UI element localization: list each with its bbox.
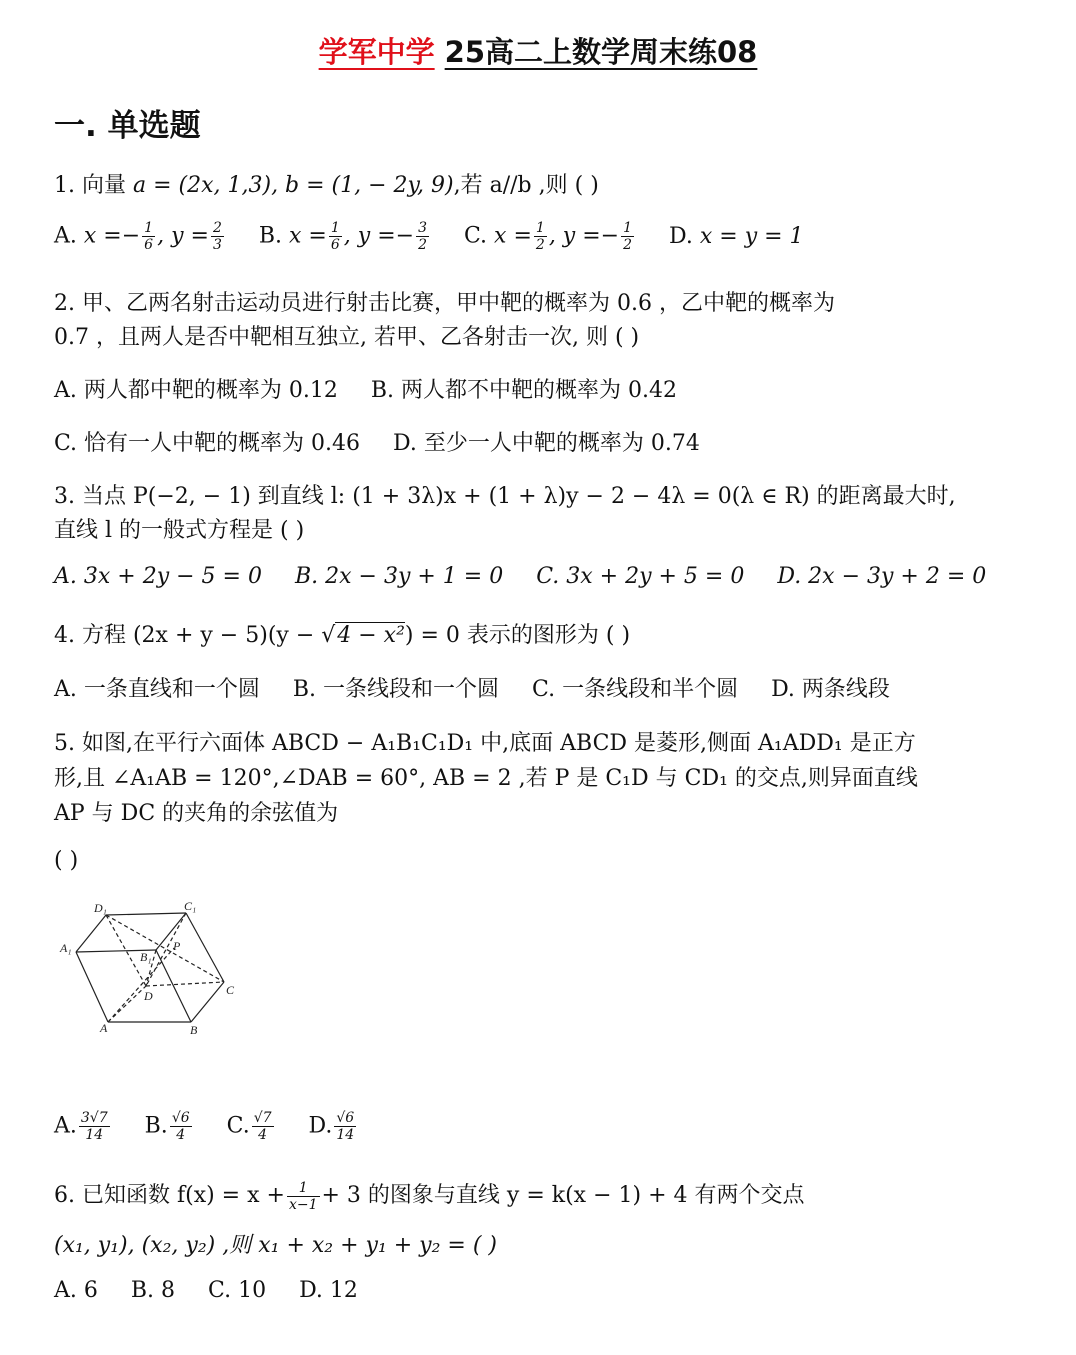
parallelepiped-figure (56, 898, 246, 1038)
q1-option-b: B. x = $\frac{1}{6}$ , y =− $\frac{3}{2}$ (258, 220, 427, 253)
label-a1: A₁ (60, 941, 72, 955)
q5-option-d: D. $\frac{√6}{14}$ (308, 1110, 355, 1143)
label-d: D (144, 989, 153, 1003)
question-4-stem: 4. 方程 (2x + y − 5)(y − √4 − x²) = 0 表示的图形为 ( ) (54, 623, 631, 648)
label-p: P (173, 939, 181, 953)
q3-option-d: D. 2x − 3y + 2 = 0 (777, 564, 987, 589)
question-2-line-1: 2. 甲、乙两名射击运动员进行射击比赛，甲中靶的概率为 0.6 ，乙中靶的概率为 (54, 291, 835, 316)
question-1-stem (54, 168, 599, 199)
label-a: A (100, 1021, 108, 1035)
school-name: 学军中学 (318, 35, 435, 69)
label-c1: C₁ (184, 899, 197, 913)
q1-prefix: 1. 向量 (54, 173, 126, 198)
q4-option-d: D. 两条线段 (771, 677, 890, 702)
q5-option-b: B. $\frac{√6}{4}$ (144, 1110, 190, 1143)
q6-option-a: A. 6 (54, 1278, 98, 1303)
question-6-options (54, 1278, 384, 1303)
question-3-options (54, 564, 1012, 589)
q2-option-a: A. 两人都中靶的概率为 0.12 (54, 378, 338, 403)
question-1-options (54, 220, 830, 253)
q2-option-d: D. 至少一人中靶的概率为 0.74 (393, 431, 700, 456)
question-3-line-1: 3. 当点 P(−2, − 1) 到直线 l: (1 + 3λ)x + (1 + λ)y − 2 − 4λ = 0(λ ∈ R) 的距离最大时, (54, 484, 956, 509)
question-2-line-2: 0.7 ，且两人是否中靶相互独立, 若甲、乙各射击一次, 则 ( ) (54, 325, 640, 350)
q1-option-a: A. x =− $\frac{1}{6}$ , y = $\frac{2}{3}$ (54, 220, 222, 253)
q6-option-c: C. 10 (208, 1278, 267, 1303)
question-6-line-2: (x₁, y₁), (x₂, y₂) ,则 x₁ + x₂ + y₁ + y₂ = ( ) (54, 1233, 498, 1258)
label-b1: B₁ (140, 950, 152, 964)
label-b: B (190, 1023, 198, 1037)
q3-option-b: B. 2x − 3y + 1 = 0 (294, 564, 504, 589)
question-5-options (54, 1110, 384, 1143)
question-6-stem: 6. 已知函数 f(x) = x + $\frac{1}{x-1}$ + 3 的图象与直线 y = k(x − 1) + 4 有两个交点 (54, 1179, 805, 1213)
q3-option-a: A. 3x + 2y − 5 = 0 (54, 564, 262, 589)
question-5-line-3: AP 与 DC 的夹角的余弦值为 (54, 801, 339, 826)
q1-option-d: D. x = y = 1 (669, 223, 804, 249)
q5-option-a: A. $\frac{3√7}{14}$ (54, 1110, 108, 1143)
q4-option-b: B. 一条线段和一个圆 (292, 677, 500, 702)
q2-option-b: B. 两人都不中靶的概率为 0.42 (370, 378, 677, 403)
q1-math: a = (2x, 1,3), b = (1, − 2y, 9) (132, 173, 454, 198)
q1-option-c: C. x = $\frac{1}{2}$ , y =− $\frac{1}{2}$ (464, 220, 633, 253)
question-5-line-1: 5. 如图,在平行六面体 ABCD − A₁B₁C₁D₁ 中,底面 ABCD 是菱形,侧面 A₁ADD₁ 是正方 (54, 731, 916, 756)
q4-option-c: C. 一条线段和半个圆 (532, 677, 739, 702)
question-3-line-2: 直线 l 的一般式方程是 ( ) (54, 518, 305, 543)
question-2-options-row-2 (54, 426, 726, 457)
label-d1: D₁ (94, 901, 107, 915)
question-2-options-row-1 (54, 373, 703, 404)
question-4-options (54, 672, 916, 703)
q2-option-c: C. 恰有一人中靶的概率为 0.46 (54, 431, 361, 456)
worksheet-name: 25高二上数学周末练08 (444, 35, 758, 69)
label-c: C (226, 983, 235, 997)
page-title (0, 30, 1076, 71)
q3-option-c: C. 3x + 2y + 5 = 0 (536, 564, 745, 589)
q4-option-a: A. 一条直线和一个圆 (54, 677, 260, 702)
q6-option-b: B. 8 (130, 1278, 176, 1303)
q5-option-c: C. $\frac{√7}{4}$ (226, 1110, 272, 1143)
q4-radicand: 4 − x² (337, 623, 405, 648)
question-5-answer-blank: ( ) (54, 848, 79, 873)
section-heading: 一. 单选题 (54, 108, 201, 144)
q6-option-d: D. 12 (299, 1278, 358, 1303)
q1-suffix: ,若 a//b ,则 ( ) (453, 173, 599, 198)
question-5-line-2: 形,且 ∠A₁AB = 120°,∠DAB = 60°, AB = 2 ,若 P 是 C₁D 与 CD₁ 的交点,则异面直线 (54, 766, 918, 791)
